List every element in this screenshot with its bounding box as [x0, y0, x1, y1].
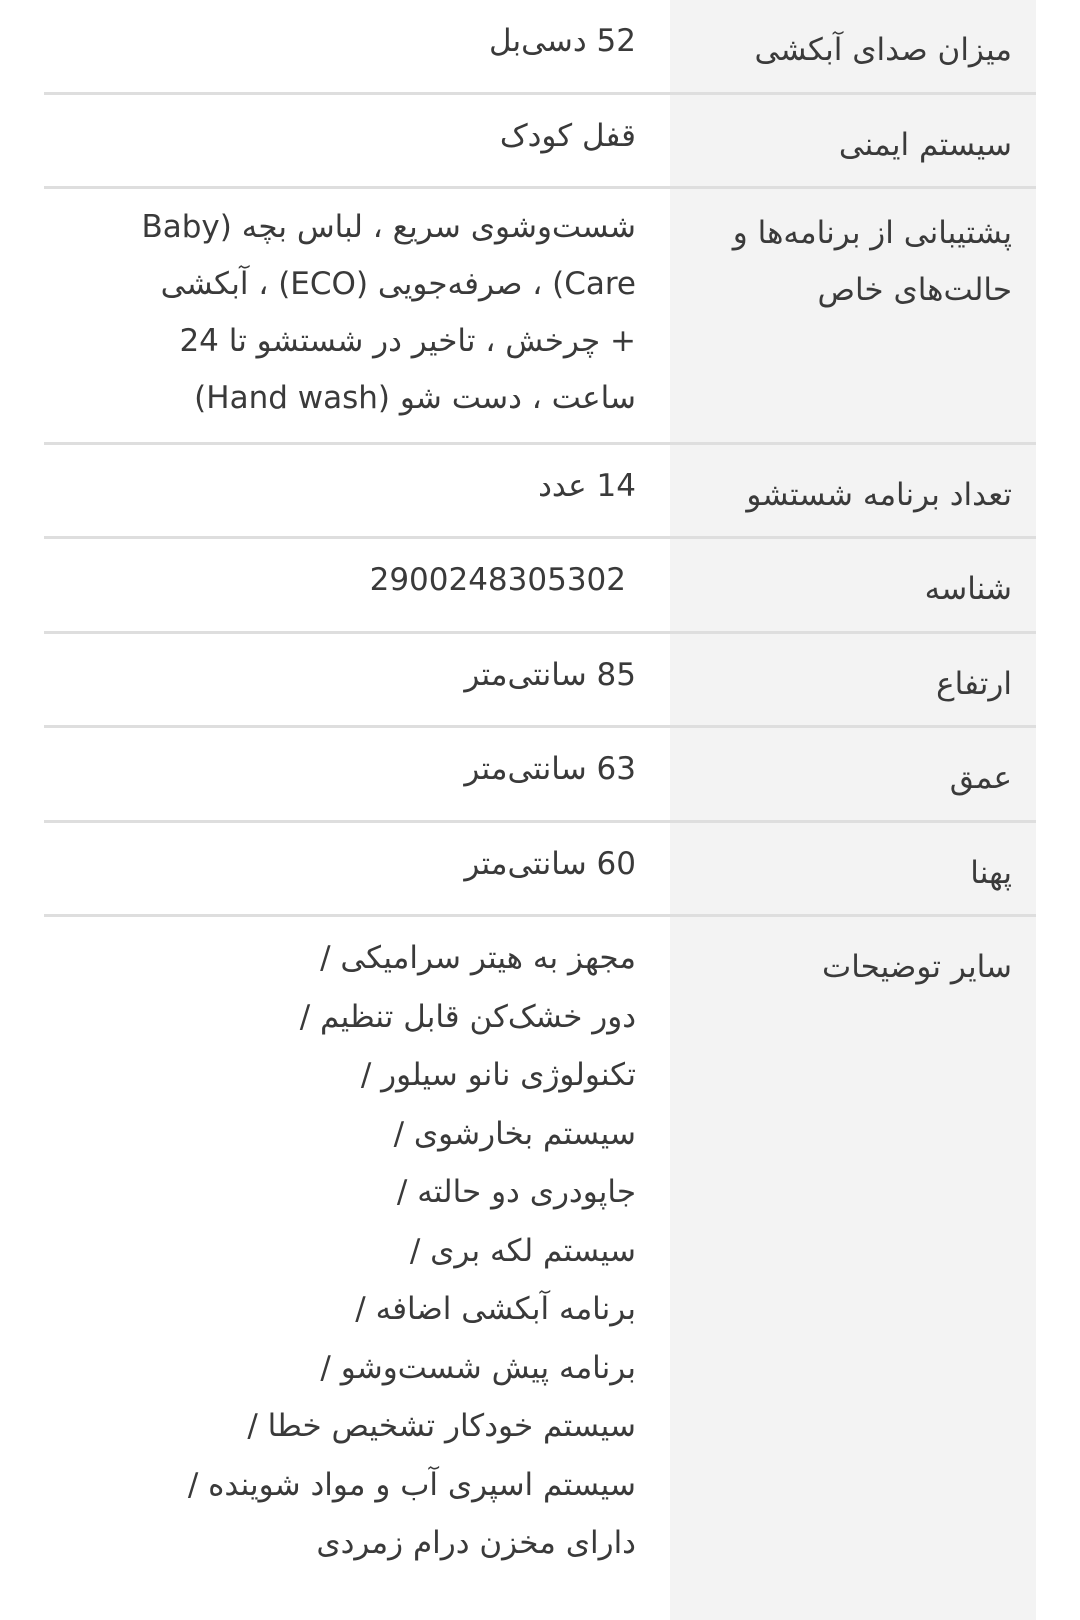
spec-value-line: جاپودری دو حالته /: [396, 1174, 636, 1210]
spec-value-line: Care) ، صرفه‌جویی (ECO) ، آبکشی: [160, 266, 636, 302]
spec-row-special-programs: [44, 189, 1036, 445]
spec-value-line: 2900248305302: [369, 562, 626, 598]
spec-label-text: ارتفاع: [936, 666, 1012, 702]
spec-label-text: پشتیبانی از برنامه‌ها و: [732, 215, 1012, 251]
spec-label-text: سیستم ایمنی: [838, 127, 1012, 163]
spec-row-program-count: [44, 445, 1036, 539]
spec-value-line: سیستم خودکار تشخیص خطا /: [247, 1408, 636, 1444]
spec-value: [44, 823, 670, 914]
spec-value-line: سیستم بخارشوی /: [393, 1115, 636, 1152]
spec-label: [670, 917, 1036, 1620]
spec-value-line: سیستم لکه بری /: [409, 1232, 636, 1269]
spec-label: [670, 823, 1036, 914]
spec-label-text: پهنا: [970, 855, 1012, 891]
spec-row-depth: [44, 728, 1036, 823]
spec-value-line: 63 سانتی‌متر: [464, 751, 636, 787]
spec-value: [44, 917, 670, 1620]
spec-value: [44, 95, 670, 186]
spec-value: [44, 445, 670, 536]
spec-label: [670, 728, 1036, 820]
spec-value-line: 85 سانتی‌متر: [464, 657, 636, 693]
spec-label: [670, 539, 1036, 631]
spec-label: [670, 445, 1036, 536]
spec-value: [44, 0, 670, 92]
spec-label: [670, 0, 1036, 92]
spec-value-line: 52 دسی‌بل: [488, 23, 636, 59]
spec-value-line: دارای مخزن درام زمردی: [316, 1525, 636, 1561]
spec-value: [44, 189, 670, 442]
spec-value-line: سیستم اسپری آب و مواد شوینده /: [187, 1466, 636, 1503]
spec-value-line: ساعت ، دست شو (Hand wash): [194, 380, 636, 416]
spec-value-line: قفل کودک: [499, 118, 636, 154]
spec-value-line: 60 سانتی‌متر: [464, 846, 636, 882]
spec-value-line: تکنولوژی نانو سیلور /: [360, 1057, 636, 1093]
spec-label: [670, 634, 1036, 725]
spec-value: [44, 539, 670, 631]
spec-value-line: مجهز به هیتر سرامیکی /: [320, 940, 636, 976]
spec-row-identifier: [44, 539, 1036, 634]
spec-row-other-details: [44, 917, 1036, 1620]
spec-label-text: میزان صدای آبکشی: [754, 32, 1012, 68]
spec-label-text: تعداد برنامه شستشو: [746, 477, 1012, 513]
spec-value-line: 14 عدد: [538, 468, 636, 504]
spec-label: [670, 95, 1036, 186]
spec-value-line: دور خشک‌کن قابل تنظیم /: [299, 998, 636, 1035]
spec-value: [44, 634, 670, 725]
spec-row-noise-level: [44, 0, 1036, 95]
spec-value-line: برنامه آبکشی اضافه /: [355, 1291, 636, 1327]
spec-row-safety-system: [44, 95, 1036, 189]
spec-value-line: + چرخش ، تاخیر در شستشو تا 24: [179, 323, 636, 359]
spec-row-height: [44, 634, 1036, 728]
spec-value: [44, 728, 670, 820]
spec-label-text: شناسه: [924, 571, 1012, 607]
spec-label-text: سایر توضیحات: [822, 949, 1012, 985]
spec-row-width: [44, 823, 1036, 917]
spec-value-line: شست‌وشوی سریع ، لباس بچه (Baby: [141, 209, 636, 245]
spec-label-text: عمق: [949, 760, 1012, 796]
spec-value-line: برنامه پیش شست‌وشو /: [320, 1349, 636, 1386]
spec-table: [44, 0, 1036, 1620]
spec-label-text: حالت‌های خاص: [817, 272, 1012, 308]
spec-label: [670, 189, 1036, 442]
